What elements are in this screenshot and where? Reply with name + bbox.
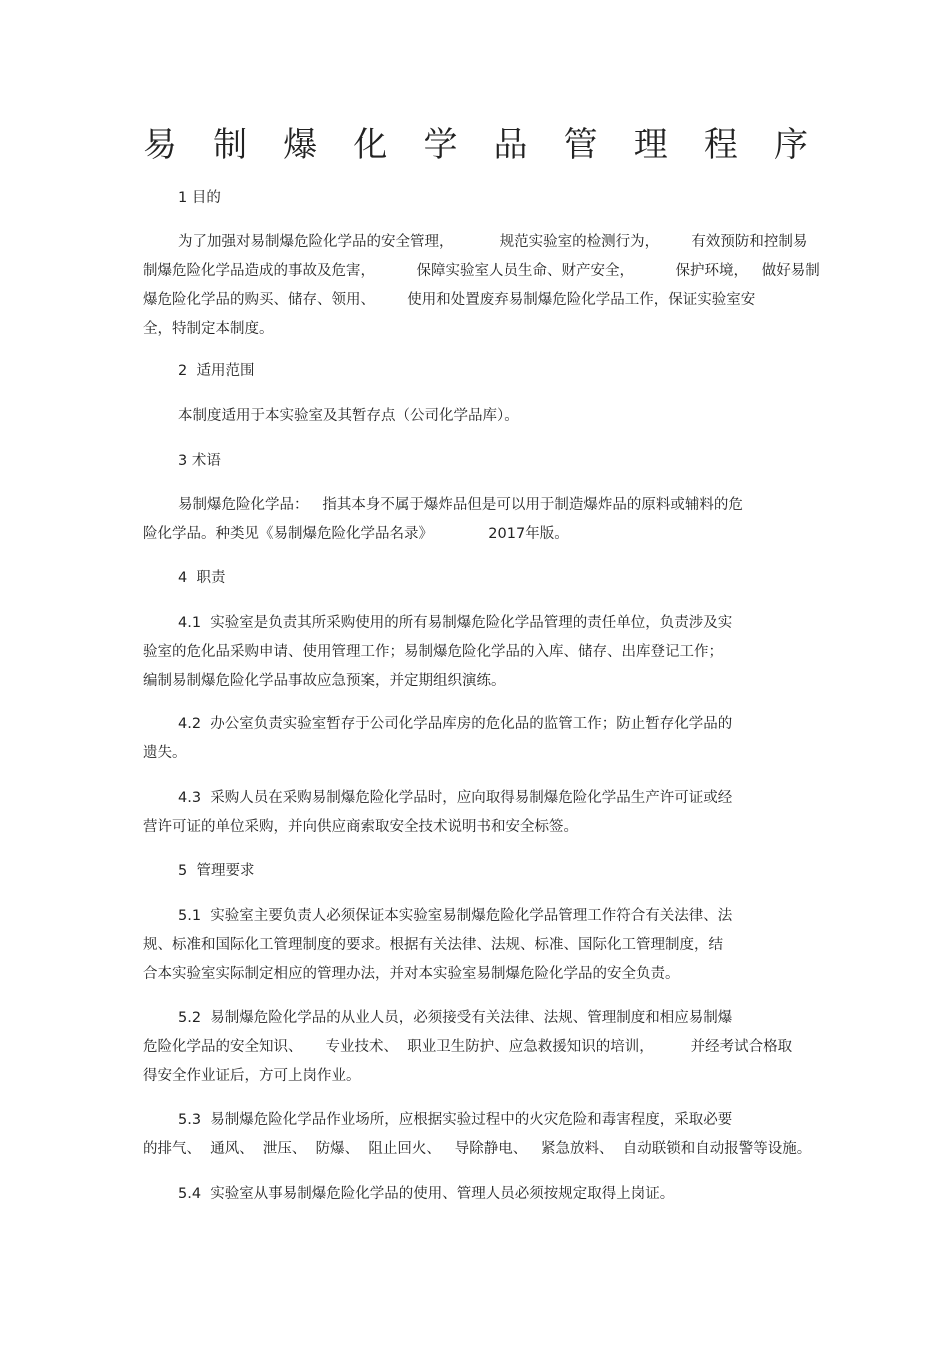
title-char: 爆 <box>283 125 318 165</box>
text-line: 规、标准和国际化工管理制度的要求。根据有关法律、法规、标准、国际化工管理制度，结 <box>143 937 723 953</box>
text-line: 5 管理要求 <box>178 863 255 879</box>
text-line: 5.1 实验室主要负责人必须保证本实验室易制爆危险化学品管理工作符合有关法律、法 <box>178 908 733 924</box>
paragraph <box>143 784 808 842</box>
text-line: 5.3 易制爆危险化学品作业场所，应根据实验过程中的火灾危险和毒害程度，采取必要 <box>178 1112 733 1128</box>
paragraph <box>143 857 808 886</box>
title-char: 易 <box>143 125 177 165</box>
text-line: 易制爆危险化学品： 指其本身不属于爆炸品但是可以用于制造爆炸品的原料或辅料的危 <box>178 497 743 513</box>
text-line: 4.3 采购人员在采购易制爆危险化学品时，应向取得易制爆危险化学品生产许可证或经 <box>178 790 733 806</box>
text-line: 2 适用范围 <box>178 363 255 379</box>
paragraph <box>143 1106 812 1164</box>
title-char: 制 <box>213 125 248 165</box>
title-char: 管 <box>563 125 598 165</box>
text-line: 合本实验室实际制定相应的管理办法，并对本实验室易制爆危险化学品的安全负责。 <box>143 966 680 982</box>
text-line: 4.2 办公室负责实验室暂存于公司化学品库房的危化品的监管工作；防止暂存化学品的 <box>178 716 733 732</box>
text-line: 得安全作业证后，方可上岗作业。 <box>143 1068 361 1084</box>
document-title <box>143 122 808 168</box>
text-line: 险化学品。种类见《易制爆危险化学品名录》 2017年版。 <box>143 526 569 542</box>
paragraph <box>143 447 808 476</box>
text-line: 编制易制爆危险化学品事故应急预案，并定期组织演练。 <box>143 673 506 689</box>
text-line: 4 职责 <box>178 570 226 586</box>
text-line: 遗失。 <box>143 745 187 761</box>
text-line: 5.2 易制爆危险化学品的从业人员，必须接受有关法律、法规、管理制度和相应易制爆 <box>178 1010 733 1026</box>
text-line: 3 术语 <box>178 453 221 469</box>
text-line: 本制度适用于本实验室及其暂存点（公司化学品库）。 <box>178 408 519 424</box>
text-line: 危险化学品的安全知识、 专业技术、 职业卫生防护、应急救援知识的培训， 并经考试合格取 <box>143 1039 793 1055</box>
title-char: 学 <box>423 125 458 165</box>
title-char: 理 <box>633 125 668 165</box>
title-char: 程 <box>703 125 738 165</box>
text-line: 的排气、 通风、 泄压、 防爆、 阻止回火、 导除静电、 紧急放料、 自动联锁和自动报警等设施。 <box>143 1141 812 1157</box>
text-line: 4.1 实验室是负责其所采购使用的所有易制爆危险化学品管理的责任单位，负责涉及实 <box>178 615 733 631</box>
paragraph <box>143 184 808 213</box>
paragraph <box>143 710 808 768</box>
text-line: 爆危险化学品的购买、储存、领用、 使用和处置废弃易制爆危险化学品工作，保证实验室安 <box>143 292 756 308</box>
title-char: 化 <box>353 125 388 165</box>
paragraph <box>143 357 808 386</box>
text-line: 为了加强对易制爆危险化学品的安全管理， 规范实验室的检测行为， 有效预防和控制易 <box>178 234 808 250</box>
paragraph <box>143 402 808 431</box>
paragraph <box>143 228 820 344</box>
paragraph <box>143 609 808 696</box>
text-line: 1 目的 <box>178 190 221 206</box>
paragraph <box>143 1180 808 1209</box>
text-line: 全，特制定本制度。 <box>143 321 274 337</box>
text-line: 营许可证的单位采购，并向供应商索取安全技术说明书和安全标签。 <box>143 819 578 835</box>
paragraph <box>143 1004 808 1091</box>
title-char: 品 <box>493 125 528 165</box>
text-line: 制爆危险化学品造成的事故及危害， 保障实验室人员生命、财产安全， 保护环境， 做好易制 <box>143 263 820 279</box>
paragraph <box>143 491 808 549</box>
paragraph <box>143 564 808 593</box>
text-line: 5.4 实验室从事易制爆危险化学品的使用、管理人员必须按规定取得上岗证。 <box>178 1186 675 1202</box>
text-line: 验室的危化品采购申请、使用管理工作；易制爆危险化学品的入库、储存、出库登记工作； <box>143 644 723 660</box>
paragraph <box>143 902 808 989</box>
title-char: 序 <box>773 125 808 165</box>
